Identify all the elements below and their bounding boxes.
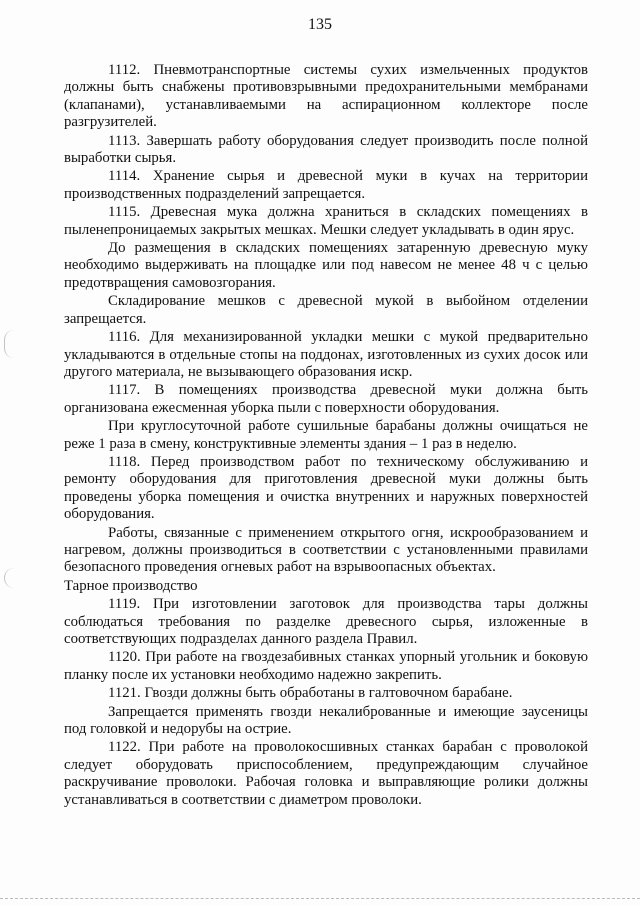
paragraph-1121: 1121. Гвозди должны быть обработаны в галтовочном барабане. [108,685,513,702]
section-title: Тарное производство [64,577,198,594]
paragraph-1121-prohibition: Запрещается применять гвозди некалиброванные и имеющие заусеницы под головкой и недорубы на острие. [64,703,588,738]
paragraph-1118: 1118. Перед производством работ по техническому обслуживанию и ремонту оборудования для приготовления древесной муки должны быть проведены уборка помещения и очистка внутренних и наружных поверхностей оборудования. [64,453,588,523]
paragraph-1117: 1117. В помещениях производства древесной муки должна быть организована ежесменная уборка пыли с поверхности оборудования. [64,382,588,416]
binder-hole-mark [4,330,19,358]
paragraph-1115-storage: До размещения в складских помещениях затаренную древесную муку необходимо выдерживать на площадке или под навесом не менее 48 ч с целью предотвращения самовозгорания. [64,240,588,291]
paragraph-1112: 1112. Пневмотранспортные системы сухих измельченных продуктов должны быть снабжены противовзрывными предохранительными мембранами (клапанами), устанавливаемыми на аспирационном коллекторе после разгрузителей. [64,62,588,131]
paragraph-1116: 1116. Для механизированной укладки мешки с мукой предварительно укладываются в отдельные стопы на поддонах, изготовленных из сухих досок или другого материала, не вызывающего образования искр. [64,329,588,380]
page-number: 135 [308,16,332,33]
paragraph-1115-prohibition: Складирование мешков с древесной мукой в выбойном отделении запрещается. [64,293,588,327]
paragraph-1114: 1114. Хранение сырья и древесной муки в кучах на территории производственных подразделений запрещается. [64,168,588,202]
paragraph-1115: 1115. Древесная мука должна храниться в складских помещениях в пыленепроницаемых закрытых мешках. Мешки следует укладывать в один ярус. [64,204,588,238]
document-body [64,62,588,810]
paragraph-1113: 1113. Завершать работу оборудования следует производить после полной выработки сырья. [64,132,588,167]
paragraph-1120: 1120. При работе на гвоздезабивных станках упорный угольник и боковую планку после их установки необходимо надежно закрепить. [64,649,588,683]
paragraph-1118-fire-works: Работы, связанные с применением открытого огня, искрообразованием и нагревом, должны производиться в соответствии с установленными правилами безопасного проведения огневых работ на взрывоопасных объектах. [64,524,588,576]
paragraph-1122: 1122. При работе на проволокосшивных станках барабан с проволокой следует оборудовать приспособлением, предупреждающим случайное раскручивание проволоки. Рабочая головка и выправляющие ролики должны устанавливаться в соответствии с диаметром проволоки. [64,739,588,808]
binder-hole-mark [4,568,19,588]
paragraph-1117-cleaning: При круглосуточной работе сушильные барабаны должны очищаться не реже 1 раза в смену, конструктивные элементы здания – 1 раз в неделю. [64,418,588,452]
page-edge-divider [0,898,640,899]
paragraph-1119: 1119. При изготовлении заготовок для производства тары должны соблюдаться требования по разделке древесного сырья, изложенные в соответствующих подразделах данного раздела Правил. [64,596,588,647]
